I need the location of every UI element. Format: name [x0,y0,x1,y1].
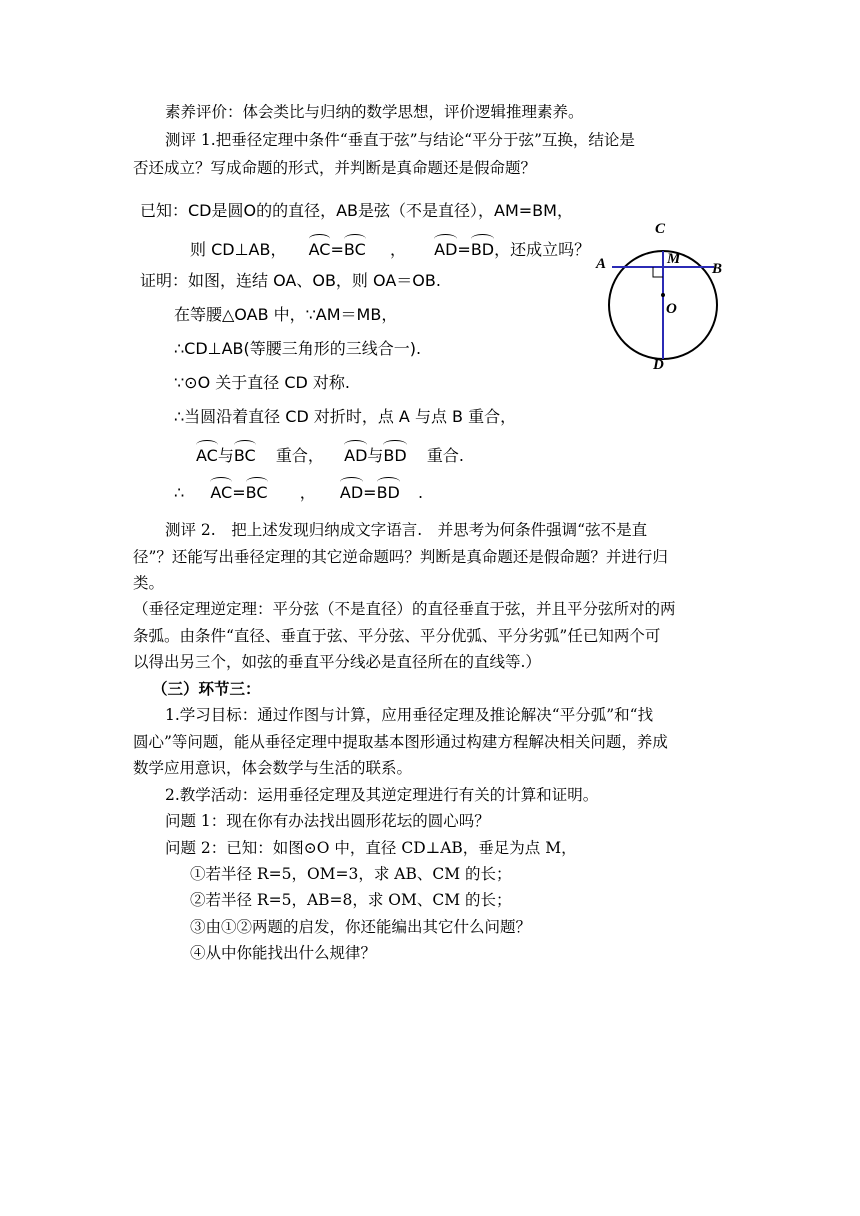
literacy-evaluation: 素养评价：体会类比与归纳的数学思想，评价逻辑推理素养。 [165,103,584,121]
label-o: O [666,301,677,317]
arc-ac-3: AC [210,479,232,503]
learning-goal-line-1: 1.学习目标：通过作图与计算，应用垂径定理及推论解决“平分弧”和“找 [165,706,654,724]
label-a: A [596,256,607,272]
inverse-theorem-line-3: 以得出另三个，如弦的垂直平分线必是直径所在的直线等.） [133,653,541,671]
question-2-part-3: ③由①②两题的启发，你还能编出其它什么问题？ [190,918,532,936]
section-3-heading: （三）环节三： [152,679,261,698]
proof-line-2: 在等腰△OAB 中，∵AM＝MB， [174,305,398,324]
question-1: 问题 1：现在你有办法找出圆形花坛的圆心吗？ [165,812,490,830]
proof-line-5: ∴当圆沿着直径 CD 对折时，点 A 与点 B 重合， [174,407,517,426]
arc-bc-3: BC [246,479,268,503]
arc-bc: BC [344,236,366,260]
question-2-part-4: ④从中你能找出什么规律？ [190,944,377,962]
arc-bd: BD [471,236,494,260]
arc-bd-3: BD [377,479,400,503]
test-1-line-1: 测评 1.把垂径定理中条件“垂直于弦”与结论“平分于弦”互换，结论是 [165,131,635,149]
arc-ad-2: AD [344,442,367,466]
test-2-line-3: 类。 [133,574,165,592]
proof-given-1: 已知：CD是圆O的的直径，AB是弦（不是直径），AM=BM， [140,201,573,220]
circle-diagram [590,215,740,375]
label-m: M [667,251,681,267]
arc-ac: AC [309,236,331,260]
question-2: 问题 2：已知：如图⊙O 中，直径 CD⊥AB，垂足为点 M， [165,839,577,857]
learning-goal-line-2: 圆心”等问题，能从垂径定理中提取基本图形通过构建方程解决相关问题，养成 [133,733,668,751]
inverse-theorem-line-1: （垂径定理逆定理：平分弦（不是直径）的直径垂直于弦，并且平分弦所对的两 [133,600,676,618]
question-2-part-2: ②若半径 R=5，AB=8，求 OM、CM 的长； [190,891,512,909]
proof-line-7: ∴ AC=BC ， AD=BD . [174,479,423,503]
arc-ad-3: AD [340,479,363,503]
test-2-line-2: 径”？还能写出垂径定理的其它逆命题吗？判断是真命题还是假命题？并进行归 [133,548,668,566]
proof-line-6: AC与BC 重合， AD与BD 重合. [196,442,464,466]
proof-line-1: 证明：如图，连结 OA、OB，则 OA＝OB. [140,271,441,290]
right-angle-mark [653,267,663,277]
learning-goal-line-3: 数学应用意识，体会数学与生活的联系。 [133,759,413,777]
question-2-part-1: ①若半径 R=5，OM=3，求 AB、CM 的长； [190,865,512,883]
center-point [661,293,665,297]
arc-bd-2: BD [383,442,406,466]
inverse-theorem-line-2: 条弧。由条件“直径、垂直于弦、平分弦、平分优弧、平分劣弧”任已知两个可 [133,627,661,645]
proof-given-2: 则 CD⊥AB， AC=BC ， AD=BD，还成立吗？ [190,236,590,260]
proof-line-4: ∵⊙O 关于直径 CD 对称. [174,373,351,392]
proof-line-3: ∴CD⊥AB(等腰三角形的三线合一). [174,339,422,358]
label-b: B [712,261,723,277]
test-1-line-2: 否还成立？写成命题的形式，并判断是真命题还是假命题？ [133,159,537,177]
label-c: C [655,221,666,237]
teaching-activity: 2.教学活动：运用垂径定理及其逆定理进行有关的计算和证明。 [165,786,599,804]
arc-ad: AD [434,236,457,260]
test-2-line-1: 测评 2. 把上述发现归纳成文字语言. 并思考为何条件强调“弦不是直 [165,521,648,539]
label-d: D [653,357,664,373]
arc-ac-2: AC [196,442,218,466]
arc-bc-2: BC [234,442,256,466]
